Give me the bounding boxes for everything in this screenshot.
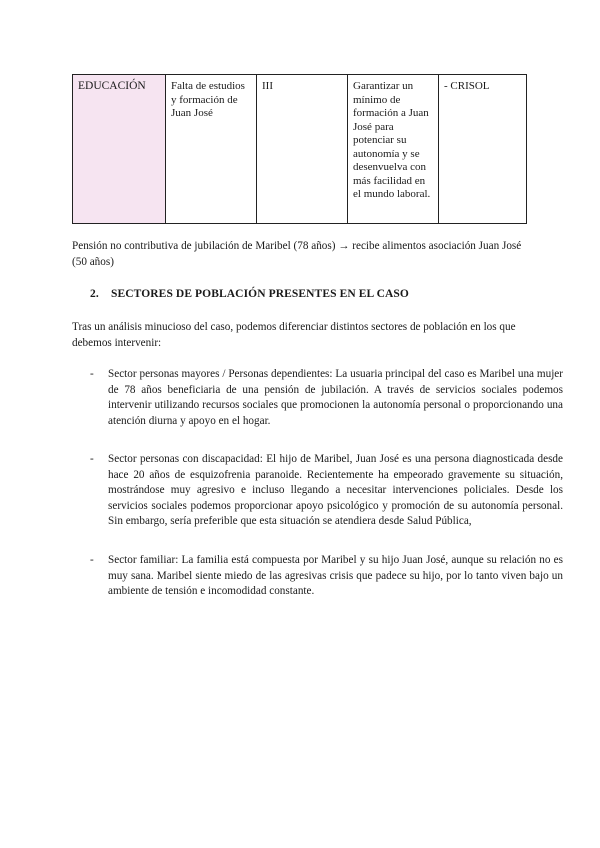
intro-paragraph: Tras un análisis minucioso del caso, podemos diferenciar distintos sectores de población en los que debemos intervenir: [72,321,516,349]
list-item [72,452,563,530]
pension-note: Pensión no contributiva de jubilación de Maribel (78 años) → recibe alimentos asociación Juan José (50 años) [72,240,522,268]
intervention-table [72,74,527,224]
table-row [73,75,527,224]
section-heading [90,288,409,300]
bullet-marker: - [90,554,94,566]
section-number: 2. [90,288,99,300]
bullet-marker: - [90,368,94,380]
section-title: SECTORES DE POBLACIÓN PRESENTES EN EL CASO [110,288,409,300]
table-cell-area: EDUCACIÓN [73,75,166,224]
list-item-text: Sector familiar: La familia está compuesta por Maribel y su hijo Juan José, aunque su relación no es muy sana. Maribel siente miedo de las agresivas crisis que padece su hijo, por lo tanto viven bajo un ambiente de tensión e incomodidad constante. [108,554,563,597]
list-item [72,367,563,429]
list-item-text: Sector personas con discapacidad: El hijo de Maribel, Juan José es una persona diagnosticada desde hace 20 años de esquizofrenia paranoide. Recientemente ha empeorado gravemente su situación, mostrándose muy agresivo e incluso llegando a necesitar intervenciones policiales. Desde los servicios sociales podemos proporcionar apoyo psicológico y promoción de su autonomía personal. Sin embargo, sería preferible que esta situación se atendiera desde Salud Pública, [108,453,563,527]
table-cell-need: Falta de estudios y formación de Juan José [166,75,257,224]
list-item [72,553,563,600]
table-cell-resource: - CRISOL [439,75,527,224]
bullet-marker: - [90,453,94,465]
table-cell-level: III [257,75,348,224]
list-item-text: Sector personas mayores / Personas dependientes: La usuaria principal del caso es Maribel una mujer de 78 años beneficiaria de una pensión de jubilación. A través de servicios sociales podemos intervenir utilizando recursos sociales que promocionen la autonomía personal o proporcionando una atención diurna y apoyo en el hogar. [108,368,563,427]
table-cell-objective: Garantizar un mínimo de formación a Juan José para potenciar su autonomía y se desenvuelva con más facilidad en el mundo laboral. [348,75,439,224]
